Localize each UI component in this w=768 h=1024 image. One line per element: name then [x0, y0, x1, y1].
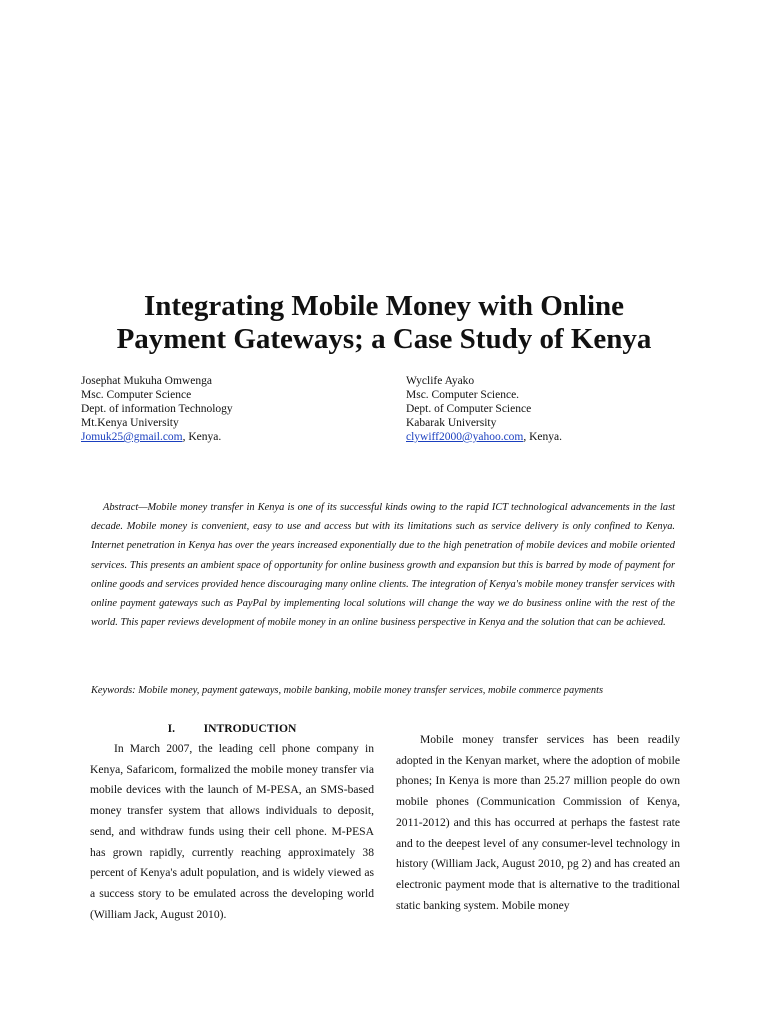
author-department: Dept. of Computer Science: [406, 403, 532, 415]
left-column: [90, 722, 374, 925]
paper-title-line-1: Integrating Mobile Money with Online: [143, 290, 625, 322]
introduction-paragraph-1: In March 2007, the leading cell phone company in Kenya, Safaricom, formalized the mobile money transfer via mobile devices with the launch of M-PESA, an SMS-based money transfer system that allows individuals to deposit, send, and withdraw funds using their cell phone. M-PESA has grown rapidly, currently reaching approximately 38 percent of Kenya's adult population, and is widely viewed as a success story to be emulated across the developing world (William Jack, August 2010).: [90, 742, 374, 921]
abstract-paragraph: Abstract—Mobile money transfer in Kenya is one of its successful kinds owing to the rapid ICT technological advancements in the last decade. Mobile money is convenient, easy to use and access but with its limitations such as service delivery is only confined to Kenya. Internet penetration in Kenya has over the years increased exponentially due to the high penetration of mobile devices and mobile oriented services. This presents an ambient space of opportunity for online business growth and expansion but this is barred by mode of payment for online goods and services provided hence discouraging many online clients. The integration of Kenya's mobile money transfer services with online payment gateways such as PayPal by implementing local solutions will change the way we do business online with the rest of the world. This paper reviews development of mobile money in an online business perspective in Kenya and the solution that can be achieved.: [91, 502, 675, 629]
author-name: Josephat Mukuha Omwenga: [81, 375, 212, 387]
author-university: Mt.Kenya University: [81, 417, 179, 429]
author-university: Kabarak University: [406, 417, 497, 429]
author-contact: [406, 430, 562, 444]
introduction-paragraph-2: Mobile money transfer services has been readily adopted in the Kenyan market, where the adoption of mobile phones; In Kenya is more than 25.27 million people do own mobile phones (Communication Commission of Kenya, 2011-2012) and this has occurred at perhaps the fastest rate and to the deepest level of any consumer-level technology in history (William Jack, August 2010, pg 2) and has created an electronic payment mode that is alternative to the traditional static banking system. Mobile money: [396, 733, 680, 912]
author-email-link[interactable]: clywiff2000@yahoo.com: [406, 431, 524, 443]
author-country: , Kenya.: [182, 431, 222, 443]
author-block-1: [81, 374, 233, 444]
author-email-link[interactable]: Jomuk25@gmail.com: [81, 431, 183, 443]
author-degree: Msc. Computer Science.: [406, 389, 520, 401]
author-country: , Kenya.: [523, 431, 563, 443]
section-heading-introduction: [90, 719, 374, 739]
right-column: [396, 730, 680, 916]
author-department: Dept. of information Technology: [81, 403, 233, 415]
paper-title: [40, 290, 728, 356]
section-number: I.: [167, 722, 176, 735]
author-block-2: [406, 374, 562, 444]
author-name: Wyclife Ayako: [406, 375, 475, 387]
author-degree: Msc. Computer Science: [81, 389, 192, 401]
paper-title-line-2: Payment Gateways; a Case Study of Kenya: [116, 323, 652, 355]
section-heading-text: INTRODUCTION: [203, 722, 297, 735]
author-contact: [81, 430, 233, 444]
keywords-line: Keywords: Mobile money, payment gateways, mobile banking, mobile money transfer services, mobile commerce payments: [91, 685, 604, 696]
